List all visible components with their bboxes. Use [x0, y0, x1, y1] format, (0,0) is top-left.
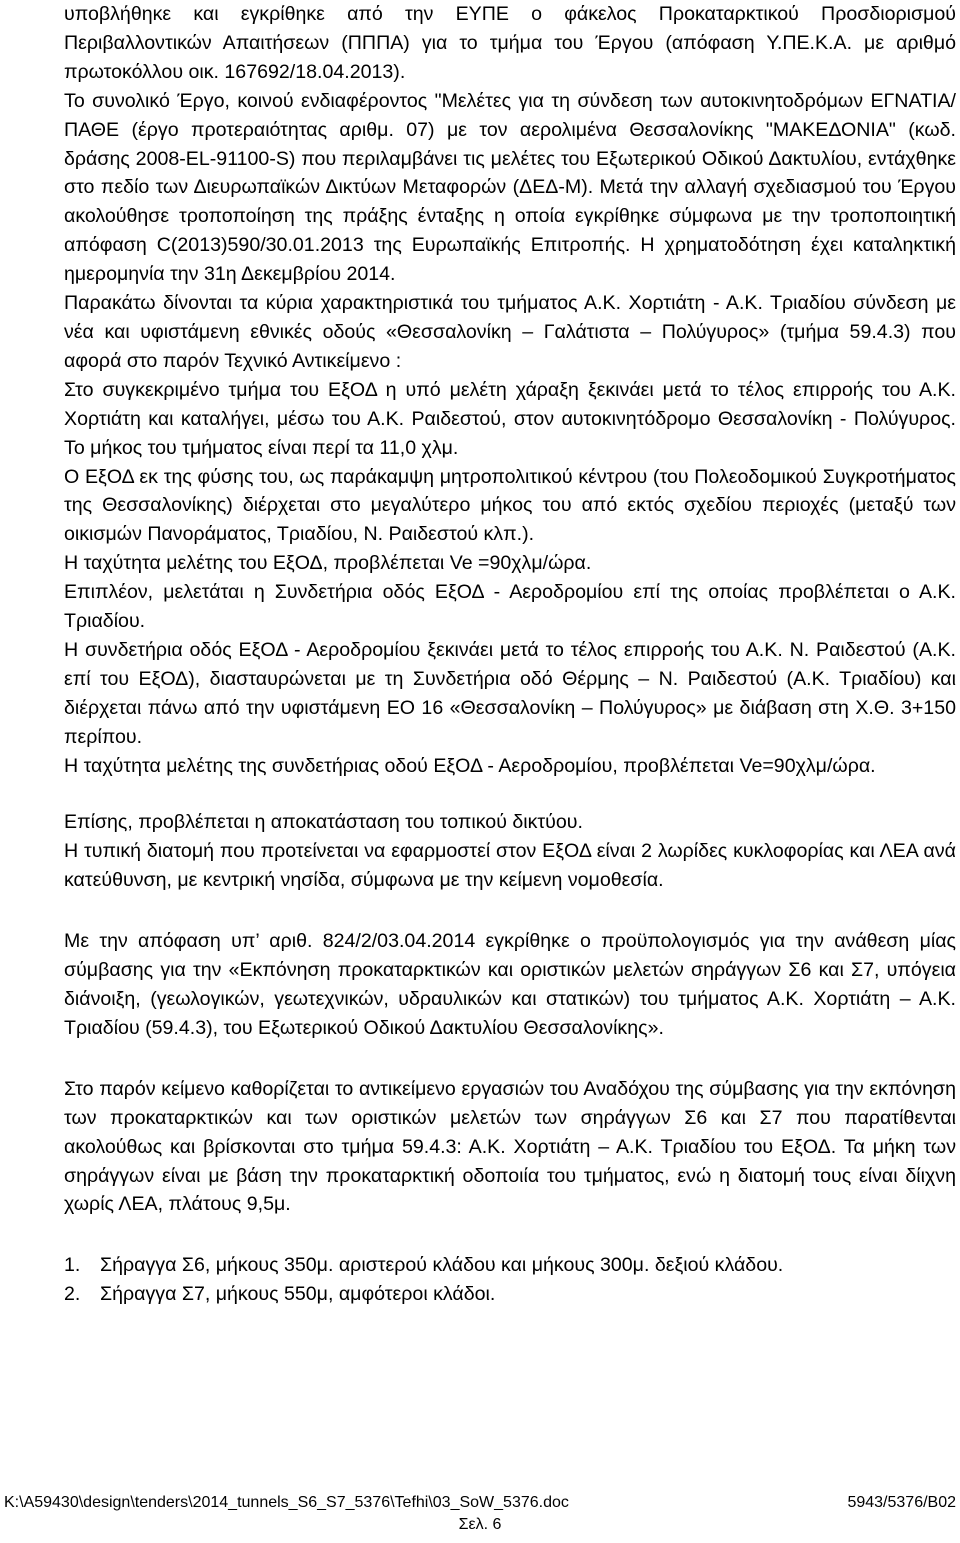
- spacer: [64, 895, 956, 927]
- page-footer: [0, 1492, 960, 1536]
- tunnel-list: [64, 1251, 956, 1309]
- paragraph-1: υποβλήθηκε και εγκρίθηκε από την ΕΥΠΕ ο φάκελος Προκαταρκτικού Προσδιορισμού Περιβαλλοντικών Απαιτήσεων (ΠΠΠΑ) για το τμήμα του Έργου (απόφαση Υ.ΠΕ.Κ.Α. με αριθμό πρωτοκόλλου οικ. 167692/18.04.2013).: [64, 3, 956, 83]
- document-body: [64, 0, 956, 1309]
- spacer: [64, 1219, 956, 1251]
- paragraph-11: Η τυπική διατομή που προτείνεται να εφαρμοστεί στον ΕξΟΔ είναι 2 λωρίδες κυκλοφορίας και ΛΕΑ ανά κατεύθυνση, με κεντρική νησίδα, σύμφωνα με την κείμενη νομοθεσία.: [64, 840, 956, 892]
- paragraph-9: Η ταχύτητα μελέτης της συνδετήριας οδού ΕξΟΔ - Αεροδρομίου, προβλέπεται Ve=90χλμ/ώρα.: [64, 754, 876, 777]
- footer-page-number: Σελ. 6: [458, 1516, 502, 1533]
- paragraph-4: Στο συγκεκριμένο τμήμα του ΕξΟΔ η υπό μελέτη χάραξη ξεκινάει μετά το τέλος επιρροής του Α.Κ. Χορτιάτη και καταλήγει, μέσω του Α.Κ. Ραιδεστού, στον αυτοκινητόδρομο Θεσσαλονίκη - Πολύγυρος. Το μήκος του τμήματος είναι περί τα 11,0 χλμ.: [64, 378, 956, 459]
- footer-document-code: 5943/5376/B02: [847, 1494, 956, 1511]
- paragraph-10: Επίσης, προβλέπεται η αποκατάσταση του τοπικού δικτύου.: [64, 811, 583, 834]
- paragraph-12: Με την απόφαση υπ’ αριθ. 824/2/03.04.2014 εγκρίθηκε ο προϋπολογισμός για την ανάθεση μίας σύμβασης για την «Εκπόνηση προκαταρκτικών και οριστικών μελετών σηράγγων Σ6 και Σ7, υπόγεια διάνοιξη, (γεωλογικών, γεωτεχνικών, υδραυλικών και στατικών) του τμήματος Α.Κ. Χορτιάτη – Α.Κ. Τριαδίου (59.4.3), του Εξωτερικού Οδικού Δακτυλίου Θεσσαλονίκης».: [64, 930, 956, 1039]
- list-item-text: Σήραγγα Σ7, μήκους 550μ, αμφότεροι κλάδοι.: [100, 1283, 496, 1306]
- list-item: [64, 1280, 956, 1309]
- paragraph-5: Ο ΕξΟΔ εκ της φύσης του, ως παράκαμψη μητροπολιτικού κέντρου (του Πολεοδομικού Συγκροτήματος της Θεσσαλονίκης) διέρχεται στο μεγαλύτερο μήκος του από εκτός σχεδίου περιοχές (μεταξύ των οικισμών Πανοράματος, Τριαδίου, Ν. Ραιδεστού κλπ.).: [64, 465, 956, 546]
- footer-file-path: K:\A59430\design\tenders\2014_tunnels_S6_S7_5376\Tefhi\03_SoW_5376.doc: [4, 1494, 569, 1511]
- paragraph-13: Στο παρόν κείμενο καθορίζεται το αντικείμενο εργασιών του Αναδόχου της σύμβασης για την εκπόνηση των προκαταρκτικών και των οριστικών μελετών των σηράγγων Σ6 και Σ7 που παρατίθενται ακολούθως και βρίσκονται στο τμήμα 59.4.3: Α.Κ. Χορτιάτη – Α.Κ. Τριαδίου του ΕξΟΔ. Τα μήκη των σηράγγων είναι με βάση την προκαταρκτική οδοποιία του τμήματος, ενώ η διατομή τους είναι δίιχνη χωρίς ΛΕΑ, πλάτους 9,5μ.: [64, 1077, 956, 1216]
- list-item-number: 1.: [64, 1254, 81, 1277]
- list-item-number: 2.: [64, 1283, 81, 1306]
- paragraph-3: Παρακάτω δίνονται τα κύρια χαρακτηριστικά του τμήματος Α.Κ. Χορτιάτη - Α.Κ. Τριαδίου σύνδεση με νέα και υφιστάμενη εθνικές οδούς «Θεσσαλονίκη – Γαλάτιστα – Πολύγυρος» (τμήμα 59.4.3) που αφορά στο παρόν Τεχνικό Αντικείμενο :: [64, 292, 956, 372]
- spacer: [64, 1043, 956, 1075]
- paragraph-6: Η ταχύτητα μελέτης του ΕξΟΔ, προβλέπεται Ve =90χλμ/ώρα.: [64, 552, 592, 575]
- paragraph-2: Το συνολικό Έργο, κοινού ενδιαφέροντος "Μελέτες για τη σύνδεση των αυτοκινητοδρόμων ΕΓΝΑΤΙΑ/ΠΑΘΕ (έργο προτεραιότητας αριθμ. 07) με τον αερολιμένα Θεσσαλονίκης "ΜΑΚΕΔΟΝΙΑ" (κωδ. δράσης 2008-EL-91100-S) που περιλαμβάνει τις μελέτες του Εξωτερικού Οδικού Δακτυλίου, εντάχθηκε στο πεδίο των Διευρωπαϊκών Δικτύων Μεταφορών (ΔΕΔ-Μ). Μετά την αλλαγή σχεδιασμού του Έργου ακολούθησε τροποποίηση της πράξης ένταξης η οποία εγκρίθηκε σύμφωνα με την τροποποιητική απόφαση C(2013)590/30.01.2013 της Ευρωπαϊκής Επιτροπής. Η χρηματοδότηση έχει καταληκτική ημερομηνία την 31η Δεκεμβρίου 2014.: [64, 89, 956, 286]
- paragraph-8: Η συνδετήρια οδός ΕξΟΔ - Αεροδρομίου ξεκινάει μετά το τέλος επιρροής του Α.Κ. Ν. Ραιδεστού (Α.Κ. επί του ΕξΟΔ), διασταυρώνεται με τη Συνδετήρια οδό Θέρμης – Ν. Ραιδεστού (Α.Κ. Τριαδίου) και διέρχεται πάνω από την υφιστάμενη ΕΟ 16 «Θεσσαλονίκη – Πολύγυρος» με διάβαση στη Χ.Θ. 3+150 περίπου.: [64, 638, 956, 748]
- list-item: [64, 1251, 956, 1280]
- paragraph-7: Επιπλέον, μελετάται η Συνδετήρια οδός ΕξΟΔ - Αεροδρομίου επί της οποίας προβλέπεται ο Α.Κ. Τριαδίου.: [64, 581, 956, 633]
- spacer: [64, 780, 956, 808]
- list-item-text: Σήραγγα Σ6, μήκους 350μ. αριστερού κλάδου και μήκους 300μ. δεξιού κλάδου.: [100, 1254, 784, 1277]
